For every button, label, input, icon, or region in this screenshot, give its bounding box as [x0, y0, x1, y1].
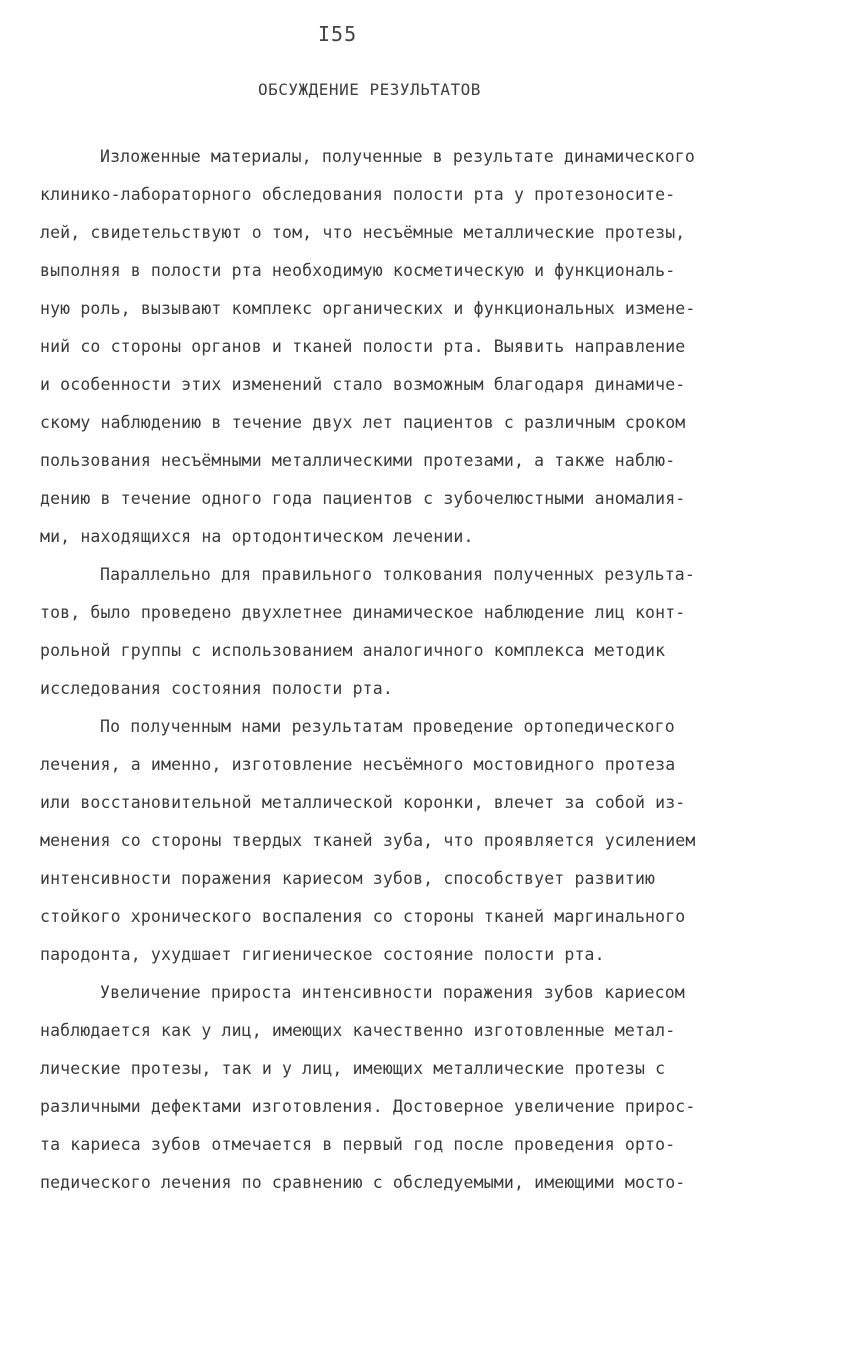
text-line: педического лечения по сравнению с обследуемыми, имеющими мосто-	[40, 1173, 686, 1192]
text-line: различными дефектами изготовления. Достоверное увеличение прирос-	[40, 1097, 696, 1116]
text-line: исследования состояния полости рта.	[40, 679, 393, 698]
text-line: интенсивности поражения кариесом зубов, способствует развитию	[40, 869, 656, 888]
paragraph-1	[40, 138, 840, 556]
text-line: клинико-лабораторного обследования полости рта у протезоносите-	[40, 185, 676, 204]
text-line: или восстановительной металлической коронки, влечет за собой из-	[40, 793, 686, 812]
page-number: I55	[318, 22, 358, 46]
text-line: наблюдается как у лиц, имеющих качественно изготовленные метал-	[40, 1021, 676, 1040]
text-line: ний со стороны органов и тканей полости рта. Выявить направление	[40, 337, 686, 356]
paragraph-3	[40, 708, 840, 974]
text-line: Изложенные материалы, полученные в результате динамического	[100, 147, 695, 166]
text-line: ми, находящихся на ортодонтическом лечении.	[40, 527, 474, 546]
text-line: менения со стороны твердых тканей зуба, что проявляется усилением	[40, 831, 696, 850]
text-line: лечения, а именно, изготовление несъёмного мостовидного протеза	[40, 755, 676, 774]
text-line: стойкого хронического воспаления со стороны тканей маргинального	[40, 907, 686, 926]
paragraph-4	[40, 974, 840, 1202]
text-line: тов, было проведено двухлетнее динамическое наблюдение лиц конт-	[40, 603, 686, 622]
text-line: лей, свидетельствуют о том, что несъёмные металлические протезы,	[40, 223, 686, 242]
text-line: пародонта, ухудшает гигиеническое состояние полости рта.	[40, 945, 605, 964]
section-heading: ОБСУЖДЕНИЕ РЕЗУЛЬТАТОВ	[258, 80, 481, 99]
paragraph-2	[40, 556, 840, 708]
body-text	[40, 138, 840, 1202]
text-line: и особенности этих изменений стало возможным благодаря динамиче-	[40, 375, 686, 394]
text-line: выполняя в полости рта необходимую косметическую и функциональ-	[40, 261, 676, 280]
text-line: лические протезы, так и у лиц, имеющих металлические протезы с	[40, 1059, 666, 1078]
text-line: Параллельно для правильного толкования полученных результа-	[100, 565, 695, 584]
text-line: Увеличение прироста интенсивности поражения зубов кариесом	[100, 983, 685, 1002]
text-line: та кариеса зубов отмечается в первый год после проведения орто-	[40, 1135, 676, 1154]
text-line: дению в течение одного года пациентов с зубочелюстными аномалия-	[40, 489, 686, 508]
text-line: По полученным нами результатам проведение ортопедического	[100, 717, 675, 736]
text-line: ную роль, вызывают комплекс органических и функциональных измене-	[40, 299, 696, 318]
text-line: скому наблюдению в течение двух лет пациентов с различным сроком	[40, 413, 686, 432]
text-line: рольной группы с использованием аналогичного комплекса методик	[40, 641, 666, 660]
text-line: пользования несъёмными металлическими протезами, а также наблю-	[40, 451, 676, 470]
